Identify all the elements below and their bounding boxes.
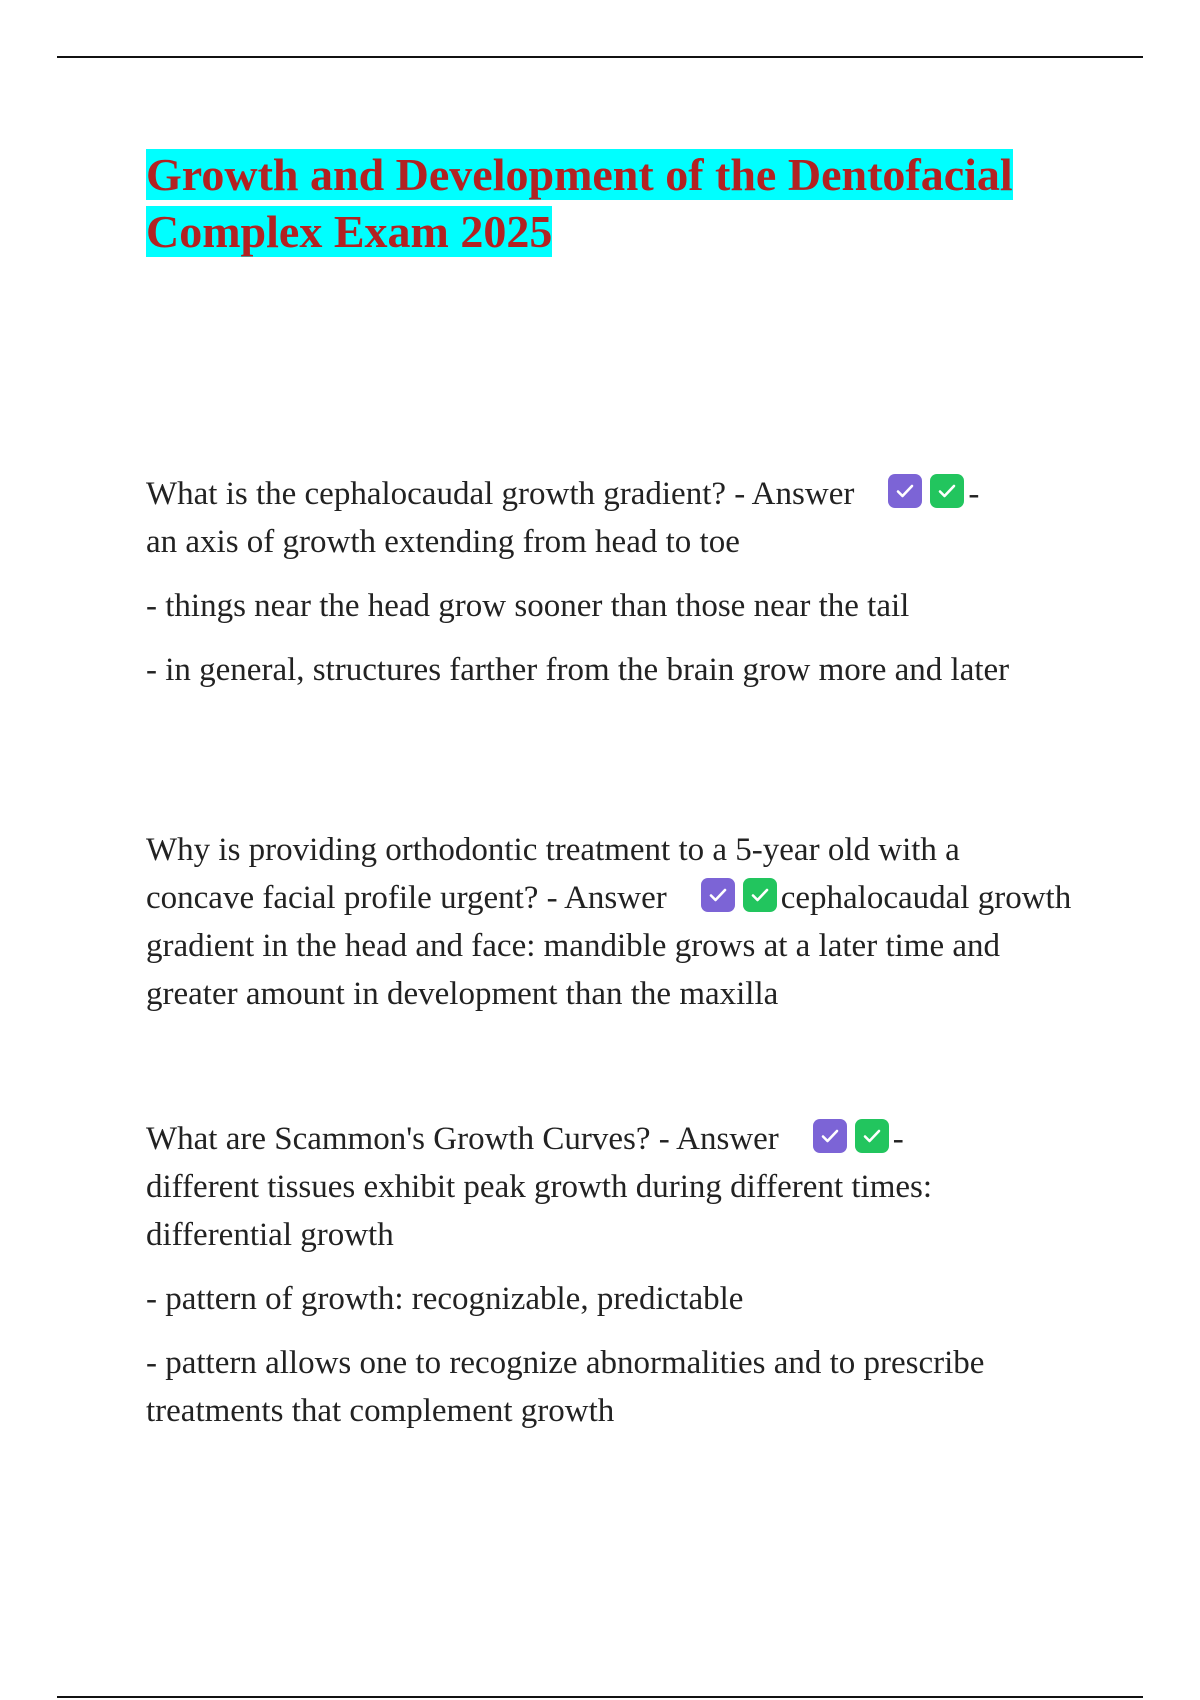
purple-checkbox-icon (813, 1119, 847, 1153)
qa-item-2 (146, 826, 1076, 1018)
answer-icons (888, 470, 968, 518)
answer-text: growth gradient in the head and face: mandible grows at a later time and greater amount in development than the maxilla (146, 880, 1072, 1012)
purple-checkbox-icon (701, 878, 735, 912)
answer-point: - pattern of growth: recognizable, predictable (146, 1281, 744, 1317)
qa-2-text (146, 826, 1076, 1018)
answer-lead: cephalocaudal (780, 880, 970, 916)
answer-icons (813, 1115, 893, 1163)
answer-text: different tissues exhibit peak growth during different times: differential growth (146, 1169, 933, 1253)
top-rule (57, 56, 1143, 58)
qa-1-text (146, 470, 1076, 566)
green-checkmark-icon (855, 1119, 889, 1153)
title-line-2: Complex Exam 2025 (146, 206, 553, 257)
answer-point: - pattern allows one to recognize abnormalities and to prescribe treatments that complement growth (146, 1345, 985, 1429)
green-checkmark-icon (930, 474, 964, 508)
answer-text: an axis of growth extending from head to toe (146, 524, 740, 560)
title-line-1: Growth and Development of the Dentofacial (146, 149, 1013, 200)
question-text: Why is providing orthodontic treatment to a 5-year old with a concave facial profile urgent? - Answer (146, 832, 960, 916)
qa-item-3 (146, 1115, 1076, 1435)
qa-3-text (146, 1115, 1076, 1259)
question-text: What is the cephalocaudal growth gradient? - Answer (146, 476, 855, 512)
green-checkmark-icon (743, 878, 777, 912)
answer-point: - things near the head grow sooner than those near the tail (146, 588, 910, 624)
answer-icons (701, 874, 781, 922)
answer-lead: - (892, 1121, 904, 1157)
question-text: What are Scammon's Growth Curves? - Answer (146, 1121, 779, 1157)
purple-checkbox-icon (888, 474, 922, 508)
document-title (146, 146, 1076, 260)
qa-item-1 (146, 470, 1076, 694)
answer-point: - in general, structures farther from the brain grow more and later (146, 652, 1010, 688)
bottom-rule (57, 1696, 1143, 1698)
answer-lead: - (968, 476, 980, 512)
